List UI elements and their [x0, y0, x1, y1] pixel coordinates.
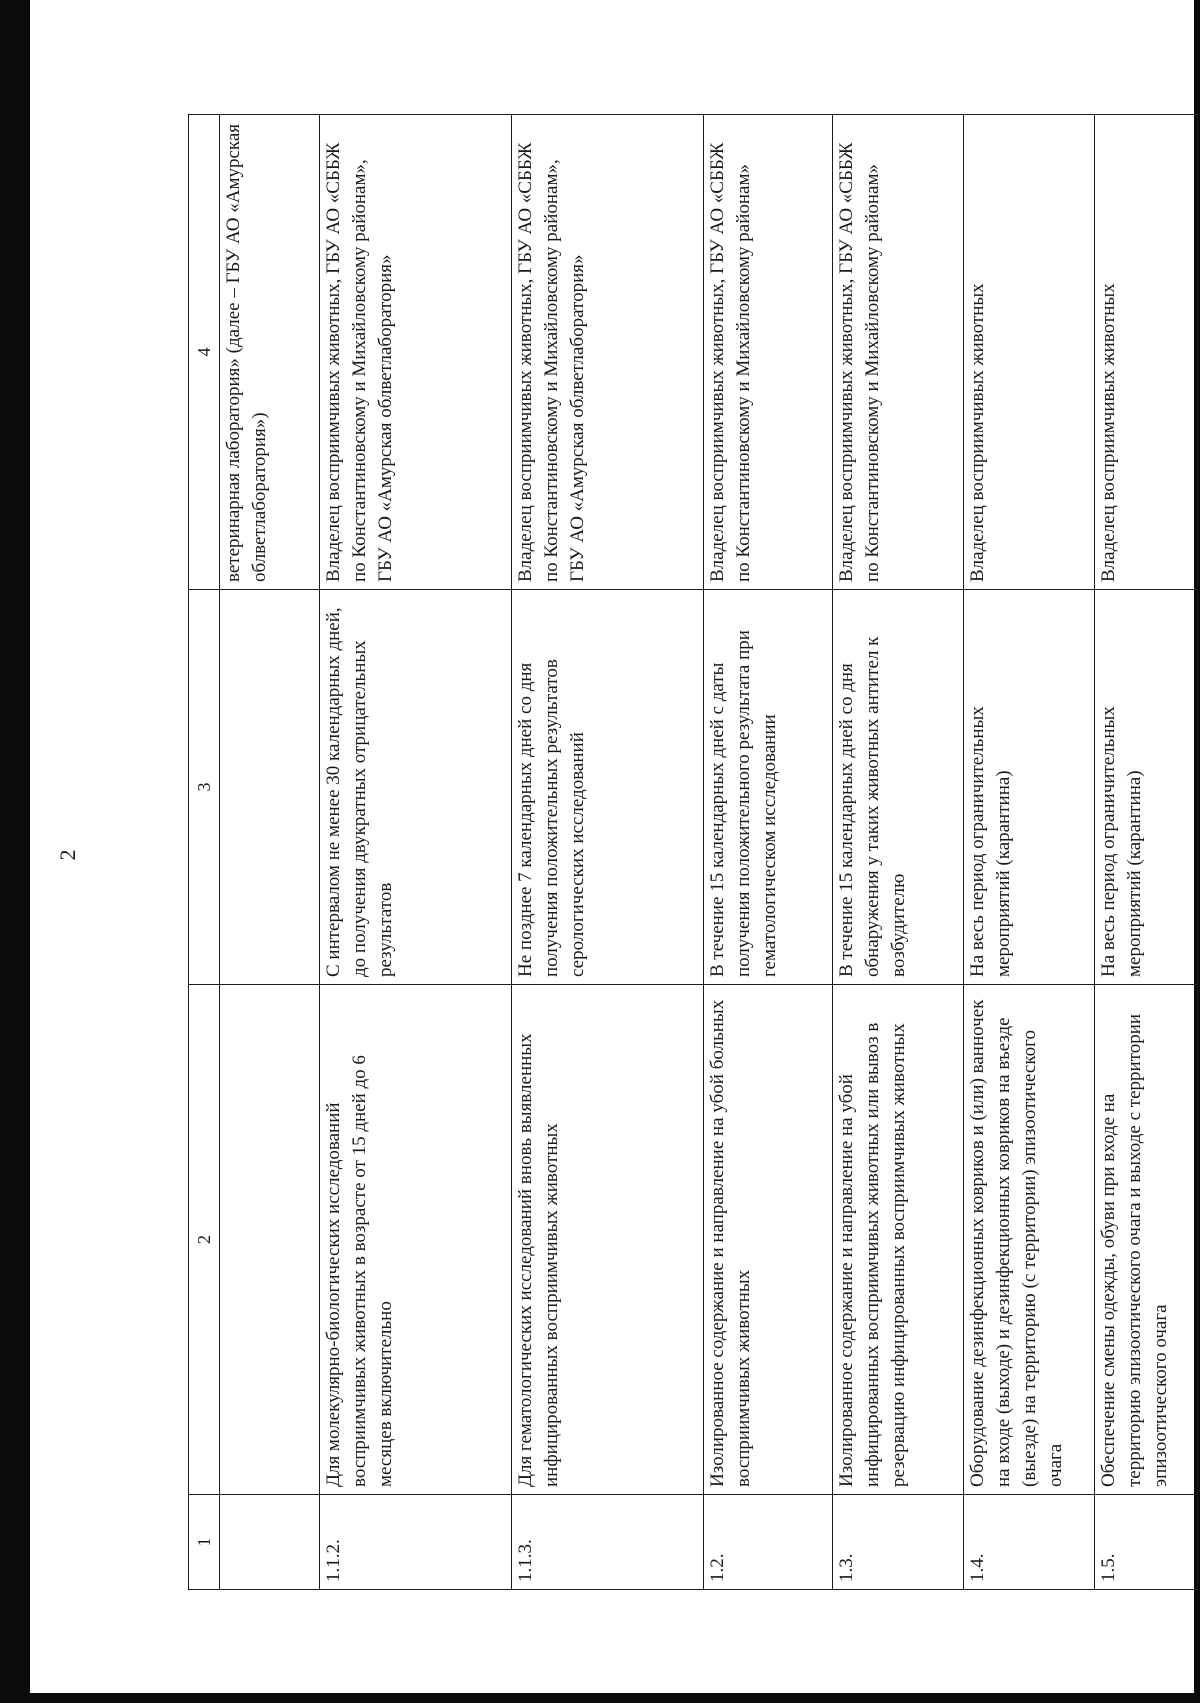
cell-num: 1.5.	[1094, 1495, 1198, 1590]
cell-num	[220, 1495, 320, 1590]
cell-executor: Владелец восприимчивых животных, ГБУ АО «СББЖ по Константиновскому и Михайловскому районам», ГБУ АО «Амурская облветлаборатория»	[511, 115, 703, 590]
table-row	[703, 115, 832, 1590]
cell-measure: Изолированное содержание и направление на убой больных восприимчивых животных	[703, 985, 832, 1495]
header-col-4: 4	[189, 115, 220, 590]
cell-term: В течение 15 календарных дней с даты получения положительного результата при гематологическом исследовании	[703, 590, 832, 985]
cell-num: 1.1.2.	[319, 1495, 511, 1590]
cell-num: 1.3.	[832, 1495, 963, 1590]
measures-table	[188, 114, 1198, 1590]
cell-term: На весь период ограничительных мероприятий (карантина)	[963, 590, 1094, 985]
cell-num: 1.2.	[703, 1495, 832, 1590]
cell-executor: Владелец восприимчивых животных	[963, 115, 1094, 590]
page-number: 2	[55, 849, 80, 861]
cell-num: 1.1.3.	[511, 1495, 703, 1590]
table-row-continuation	[220, 115, 320, 1590]
cell-executor: Владелец восприимчивых животных	[1094, 115, 1198, 590]
header-col-2: 2	[189, 985, 220, 1495]
cell-term: На весь период ограничительных мероприятий (карантина)	[1094, 590, 1198, 985]
header-col-3: 3	[189, 590, 220, 985]
cell-measure: Для гематологических исследований вновь выявленных инфицированных восприимчивых животных	[511, 985, 703, 1495]
cell-term	[220, 590, 320, 985]
cell-num: 1.4.	[963, 1495, 1094, 1590]
cell-executor: Владелец восприимчивых животных, ГБУ АО «СББЖ по Константиновскому и Михайловскому районам», ГБУ АО «Амурская облветлаборатория»	[319, 115, 511, 590]
table-row	[1094, 115, 1198, 1590]
cell-measure: Оборудование дезинфекционных ковриков и (или) ванночек на входе (выходе) и дезинфекционных ковриков на въезде (выезде) на территорию (с территории) эпизоотического очага	[963, 985, 1094, 1495]
table-header-row	[189, 115, 220, 1590]
table-row	[511, 115, 703, 1590]
cell-term: В течение 15 календарных дней со дня обнаружения у таких животных антител к возбудителю	[832, 590, 963, 985]
cell-measure: Обеспечение смены одежды, обуви при входе на территорию эпизоотического очага и выходе с территории эпизоотического очага	[1094, 985, 1198, 1495]
cell-measure: Изолированное содержание и направление на убой инфицированных восприимчивых животных или вывоз в резервацию инфицированных восприимчивых животных	[832, 985, 963, 1495]
cell-measure	[220, 985, 320, 1495]
cell-term: С интервалом не менее 30 календарных дней, до получения двукратных отрицательных результатов	[319, 590, 511, 985]
header-col-1: 1	[189, 1495, 220, 1590]
cell-measure: Для молекулярно-биологических исследований восприимчивых животных в возрасте от 15 дней до 6 месяцев включительно	[319, 985, 511, 1495]
table-row	[832, 115, 963, 1590]
cell-executor: ветеринарная лаборатория» (далее – ГБУ АО «Амурская облветлаборатория»)	[220, 115, 320, 590]
rotated-table-container	[188, 115, 1198, 1590]
cell-executor: Владелец восприимчивых животных, ГБУ АО «СББЖ по Константиновскому и Михайловскому районам»	[703, 115, 832, 590]
table-row	[319, 115, 511, 1590]
table-row	[963, 115, 1094, 1590]
cell-executor: Владелец восприимчивых животных, ГБУ АО «СББЖ по Константиновскому и Михайловскому районам»	[832, 115, 963, 590]
cell-term: Не позднее 7 календарных дней со дня получения положительных результатов серологических исследований	[511, 590, 703, 985]
